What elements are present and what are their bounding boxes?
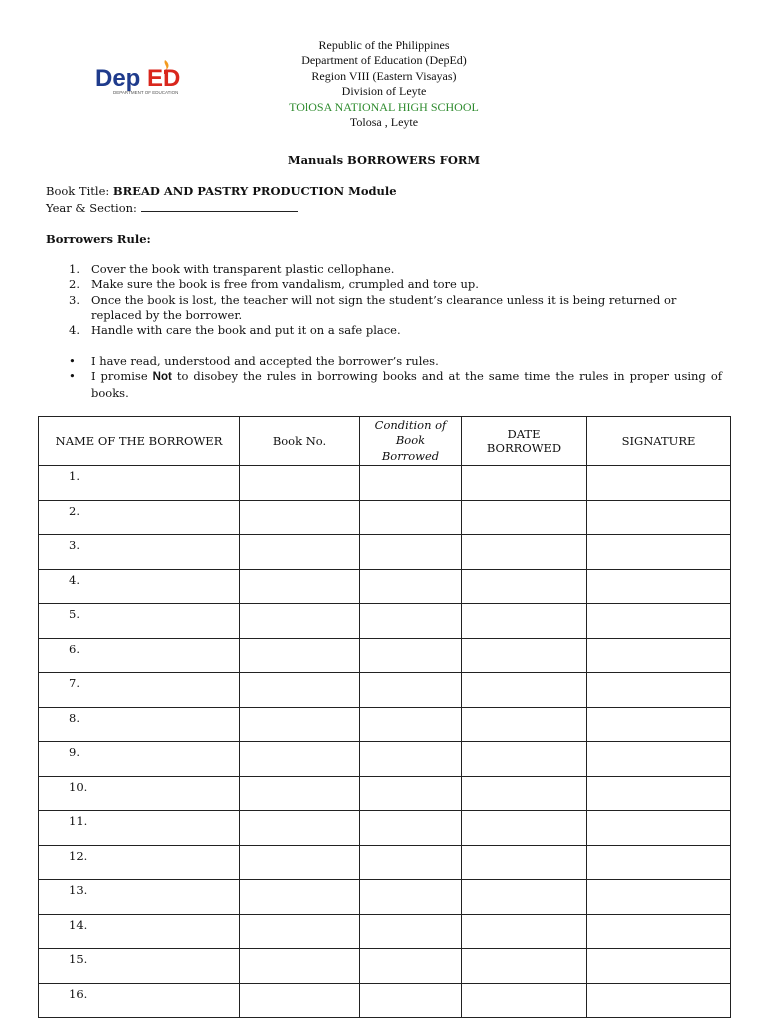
row-number[interactable]: 3.: [39, 535, 240, 570]
col-header-condition-line: Borrowed: [381, 448, 440, 463]
col-header-condition-line: Condition of: [374, 417, 447, 432]
date-cell[interactable]: [462, 845, 587, 880]
date-cell[interactable]: [462, 776, 587, 811]
rules-list: [69, 262, 729, 338]
book-no-cell[interactable]: [240, 914, 360, 949]
row-number[interactable]: 13.: [39, 880, 240, 915]
year-section-label: Year & Section:: [46, 201, 137, 215]
book-title-label: Book Title:: [46, 184, 110, 198]
signature-cell[interactable]: [587, 535, 731, 570]
col-header-date: [462, 417, 587, 466]
table-header-row: [39, 417, 731, 466]
col-header-date-line: DATE: [507, 427, 541, 441]
rule-number: 3.: [69, 292, 80, 307]
logo-dep-text: Dep: [95, 65, 141, 92]
book-title-line: [46, 184, 397, 198]
signature-cell[interactable]: [587, 604, 731, 639]
rule-text: Cover the book with transparent plastic cellophane.: [91, 262, 395, 276]
book-no-cell[interactable]: [240, 742, 360, 777]
condition-cell[interactable]: [360, 776, 462, 811]
date-cell[interactable]: [462, 673, 587, 708]
col-header-book-no: Book No.: [240, 417, 360, 466]
header-location: Tolosa , Leyte: [349, 115, 419, 130]
col-header-condition-line: Book: [395, 433, 426, 448]
table-row: [39, 914, 731, 949]
book-no-cell[interactable]: [240, 466, 360, 501]
col-header-condition: [360, 417, 462, 466]
signature-cell[interactable]: [587, 707, 731, 742]
book-no-cell[interactable]: [240, 638, 360, 673]
date-cell[interactable]: [462, 914, 587, 949]
col-header-date-line: BORROWED: [486, 441, 562, 455]
table-row: [39, 604, 731, 639]
pledge-text-bold: Not: [152, 371, 172, 384]
rule-number: 1.: [69, 262, 80, 276]
logo-subtext: DEPARTMENT OF EDUCATION: [113, 90, 179, 95]
table-body: [39, 466, 731, 1018]
condition-cell[interactable]: [360, 535, 462, 570]
table-row: [39, 707, 731, 742]
table-row: [39, 983, 731, 1018]
row-number[interactable]: 9.: [39, 742, 240, 777]
bullet-dot-icon: •: [69, 369, 76, 384]
letterhead: [0, 38, 768, 130]
pledge-text-post: to disobey the rules in borrowing books and at the same time the rules in proper using of books.: [91, 369, 722, 400]
rule-text: Once the book is lost, the teacher will not sign the student’s clearance unless it is being returned or replaced by the borrower.: [91, 292, 677, 322]
table-row: [39, 811, 731, 846]
pledge-text: I have read, understood and accepted the borrower’s rules.: [91, 354, 439, 368]
book-no-cell[interactable]: [240, 535, 360, 570]
row-number[interactable]: 5.: [39, 604, 240, 639]
condition-cell[interactable]: [360, 914, 462, 949]
table-row: [39, 776, 731, 811]
rule-text: Make sure the book is free from vandalism, crumpled and tore up.: [91, 277, 479, 292]
condition-cell[interactable]: [360, 638, 462, 673]
book-no-cell[interactable]: [240, 707, 360, 742]
table-row: [39, 466, 731, 501]
table-row: [39, 742, 731, 777]
col-header-name: NAME OF THE BORROWER: [39, 417, 240, 466]
logo-ed-text: ED: [147, 65, 181, 92]
signature-cell[interactable]: [587, 880, 731, 915]
condition-cell[interactable]: [360, 673, 462, 708]
borrowers-table: [38, 416, 731, 1018]
col-header-signature: SIGNATURE: [587, 417, 731, 466]
rule-number: 4.: [69, 323, 80, 338]
table-row: [39, 673, 731, 708]
book-title-value: BREAD AND PASTRY PRODUCTION Module: [112, 184, 397, 198]
pledge-list: [69, 354, 722, 401]
date-cell[interactable]: [462, 569, 587, 604]
condition-cell[interactable]: [360, 466, 462, 501]
table-row: [39, 949, 731, 984]
row-number[interactable]: 12.: [39, 845, 240, 880]
row-number[interactable]: 10.: [39, 776, 240, 811]
row-number[interactable]: 4.: [39, 569, 240, 604]
row-number[interactable]: 8.: [39, 707, 240, 742]
signature-cell[interactable]: [587, 811, 731, 846]
condition-cell[interactable]: [360, 845, 462, 880]
book-no-cell[interactable]: [240, 845, 360, 880]
signature-cell[interactable]: [587, 949, 731, 984]
row-number[interactable]: 6.: [39, 638, 240, 673]
row-number[interactable]: 14.: [39, 914, 240, 949]
table-row: [39, 638, 731, 673]
table-row: [39, 880, 731, 915]
signature-cell[interactable]: [587, 569, 731, 604]
form-title: Manuals BORROWERS FORM: [287, 153, 481, 167]
condition-cell[interactable]: [360, 811, 462, 846]
condition-cell[interactable]: [360, 500, 462, 535]
rule-number: 2.: [69, 277, 80, 292]
header-republic: Republic of the Philippines: [318, 38, 450, 52]
date-cell[interactable]: [462, 742, 587, 777]
year-section-blank[interactable]: [141, 201, 298, 212]
date-cell[interactable]: [462, 983, 587, 1018]
book-no-cell[interactable]: [240, 604, 360, 639]
condition-cell[interactable]: [360, 949, 462, 984]
signature-cell[interactable]: [587, 673, 731, 708]
header-division: Division of Leyte: [341, 84, 427, 99]
date-cell[interactable]: [462, 535, 587, 570]
book-no-cell[interactable]: [240, 880, 360, 915]
condition-cell[interactable]: [360, 707, 462, 742]
date-cell[interactable]: [462, 880, 587, 915]
header-department: Department of Education (DepEd): [301, 53, 467, 68]
signature-cell[interactable]: [587, 776, 731, 811]
rule-item: [69, 277, 729, 292]
signature-cell[interactable]: [587, 466, 731, 501]
book-no-cell[interactable]: [240, 569, 360, 604]
table-row: [39, 535, 731, 570]
row-number[interactable]: 11.: [39, 811, 240, 846]
date-cell[interactable]: [462, 707, 587, 742]
table-row: [39, 569, 731, 604]
rule-item: [69, 262, 729, 277]
row-number[interactable]: 16.: [39, 983, 240, 1018]
rule-item: [69, 293, 729, 324]
book-no-cell[interactable]: [240, 500, 360, 535]
header-school: TOlOSA NATIONAL HIGH SCHOOL: [289, 99, 479, 114]
condition-cell[interactable]: [360, 569, 462, 604]
pledge-item: [69, 369, 722, 401]
book-no-cell[interactable]: [240, 776, 360, 811]
signature-cell[interactable]: [587, 500, 731, 535]
date-cell[interactable]: [462, 638, 587, 673]
header-region: Region VIII (Eastern Visayas): [311, 68, 457, 83]
rule-text: Handle with care the book and put it on a safe place.: [91, 323, 401, 338]
rules-heading: Borrowers Rule:: [46, 232, 151, 246]
date-cell[interactable]: [462, 466, 587, 501]
book-no-cell[interactable]: [240, 811, 360, 846]
bullet-dot-icon: •: [69, 354, 76, 368]
book-no-cell[interactable]: [240, 983, 360, 1018]
date-cell[interactable]: [462, 949, 587, 984]
book-no-cell[interactable]: [240, 949, 360, 984]
date-cell[interactable]: [462, 811, 587, 846]
date-cell[interactable]: [462, 500, 587, 535]
row-number[interactable]: 7.: [39, 673, 240, 708]
table-row: [39, 500, 731, 535]
year-section-line: [46, 201, 298, 215]
condition-cell[interactable]: [360, 742, 462, 777]
signature-cell[interactable]: [587, 914, 731, 949]
row-number[interactable]: 1.: [39, 466, 240, 501]
signature-cell[interactable]: [587, 845, 731, 880]
table-row: [39, 845, 731, 880]
rule-item: [69, 323, 729, 338]
signature-cell[interactable]: [587, 742, 731, 777]
signature-cell[interactable]: [587, 983, 731, 1018]
condition-cell[interactable]: [360, 604, 462, 639]
pledge-item: [69, 354, 722, 369]
row-number[interactable]: 15.: [39, 949, 240, 984]
book-no-cell[interactable]: [240, 673, 360, 708]
signature-cell[interactable]: [587, 638, 731, 673]
date-cell[interactable]: [462, 604, 587, 639]
condition-cell[interactable]: [360, 983, 462, 1018]
row-number[interactable]: 2.: [39, 500, 240, 535]
pledge-text-pre: I promise: [91, 369, 153, 384]
condition-cell[interactable]: [360, 880, 462, 915]
